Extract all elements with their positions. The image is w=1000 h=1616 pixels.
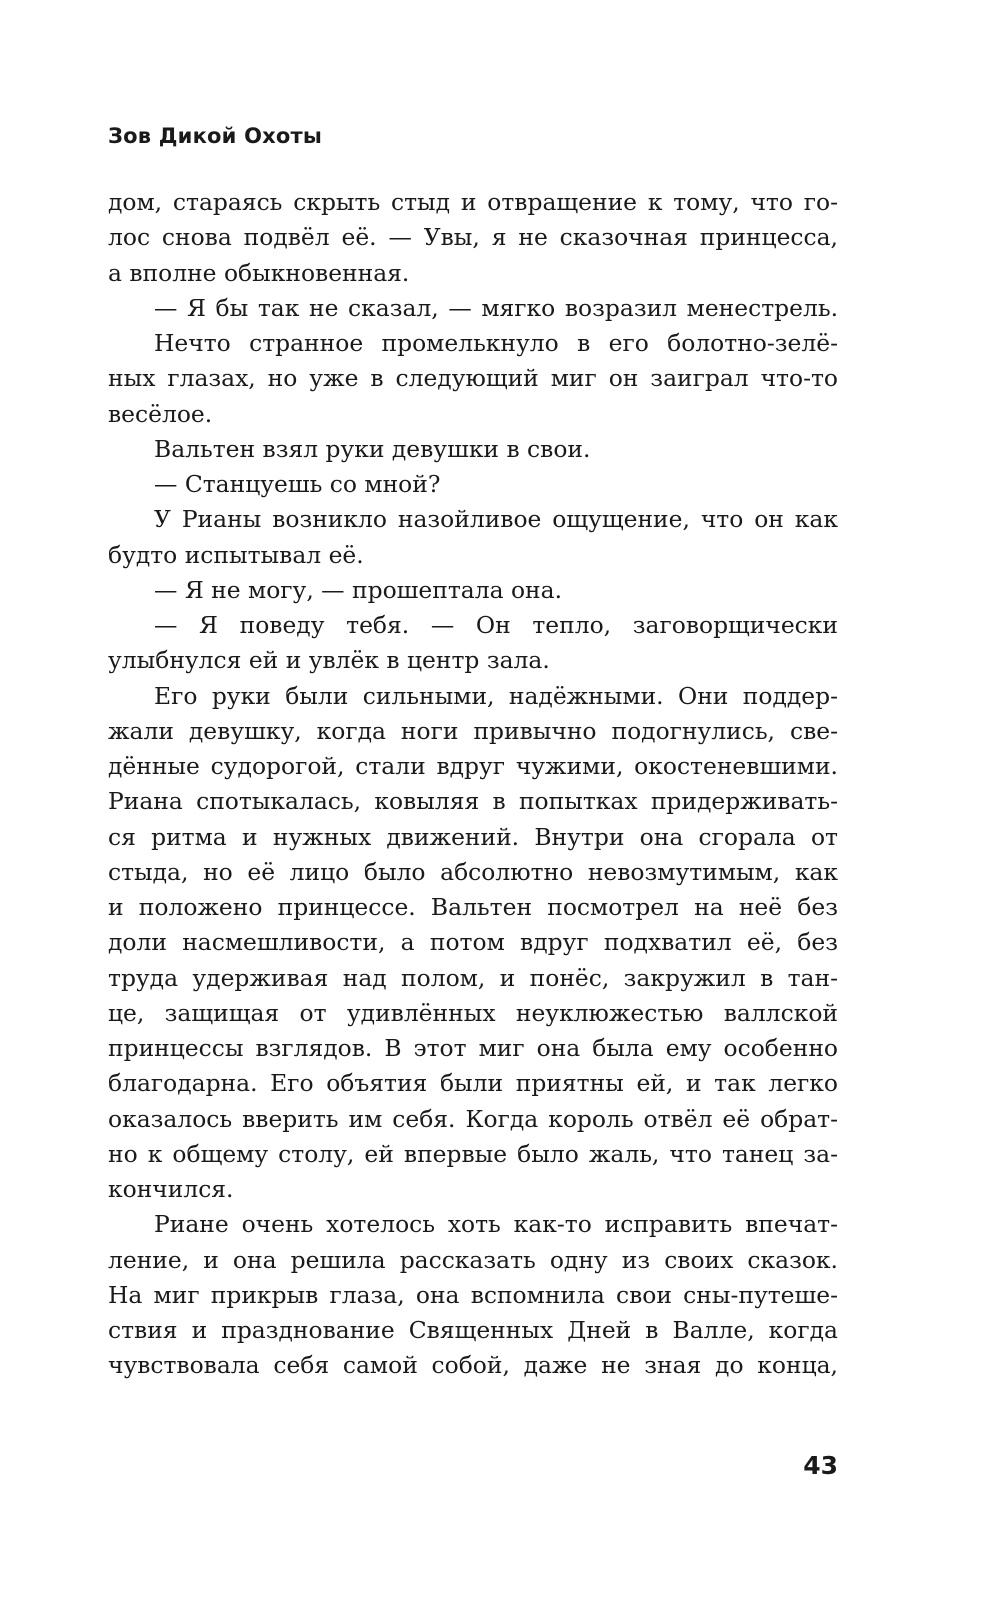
text-line: Вальтен взял руки девушки в свои. — [154, 434, 591, 463]
text-line: благодарна. Его объятия были приятны ей, и так легко — [108, 1069, 838, 1098]
text-line: це, защищая от удивлённых неуклюжестью валлской — [108, 998, 838, 1027]
body-text — [108, 185, 838, 1384]
running-title: Зов Дикой Охоты — [108, 124, 323, 148]
text-line: — Я не могу, — прошептала она. — [154, 575, 563, 604]
text-line: весёлое. — [108, 399, 213, 428]
text-line: оказалось вверить им себя. Когда король отвёл её обрат- — [108, 1104, 838, 1133]
text-line: лос снова подвёл её. — Увы, я не сказочная принцесса, — [108, 223, 838, 252]
text-line: ных глазах, но уже в следующий миг он заиграл что-то — [108, 364, 838, 393]
text-line: а вполне обыкновенная. — [108, 258, 410, 287]
text-line: дённые судорогой, стали вдруг чужими, окостеневшими. — [108, 752, 838, 780]
text-line: принцессы взглядов. В этот миг она была ему особенно — [108, 1034, 838, 1062]
text-line: ление, и она решила рассказать одну из своих сказок. — [108, 1245, 838, 1274]
text-line: дом, стараясь скрыть стыд и отвращение к тому, что го- — [108, 188, 838, 216]
text-line: но к общему столу, ей впервые было жаль, что танец за- — [108, 1139, 838, 1168]
text-line: — Я бы так не сказал, — мягко возразил менестрель. — [154, 293, 838, 322]
text-line: У Рианы возникло назойливое ощущение, что он как — [154, 505, 838, 534]
page-number: 43 — [803, 1451, 838, 1480]
text-line: — Я поведу тебя. — Он тепло, заговорщически — [154, 611, 838, 639]
text-line: Нечто странное промелькнуло в его болотно-зелё- — [154, 329, 838, 357]
text-line: Риана спотыкалась, ковыляя в попытках придерживать- — [108, 787, 838, 816]
text-line: Риане очень хотелось хоть как-то исправить впечат- — [154, 1210, 838, 1239]
text-line: и положено принцессе. Вальтен посмотрел на неё без — [108, 893, 838, 921]
text-line: кончился. — [108, 1175, 234, 1203]
text-line: — Станцуешь со мной? — [154, 470, 441, 498]
text-line: труда удерживая над полом, и понёс, закружил в тан- — [108, 963, 838, 992]
text-line: На миг прикрыв глаза, она вспомнила свои сны-путеше- — [108, 1280, 838, 1309]
text-line: улыбнулся ей и увлёк в центр зала. — [108, 646, 550, 675]
text-line: Его руки были сильными, надёжными. Они поддер- — [154, 681, 838, 710]
text-line: ся ритма и нужных движений. Внутри она сгорала от — [108, 822, 838, 851]
text-line: будто испытывал её. — [108, 540, 364, 569]
text-line: стыда, но её лицо было абсолютно невозмутимым, как — [108, 857, 838, 886]
text-line: ствия и празднование Священных Дней в Валле, когда — [108, 1316, 838, 1344]
text-line: доли насмешливости, а потом вдруг подхватил её, без — [108, 928, 838, 957]
text-line: чувствовала себя самой собой, даже не зная до конца, — [108, 1351, 838, 1380]
text-line: жали девушку, когда ноги привычно подогнулись, све- — [108, 716, 838, 745]
